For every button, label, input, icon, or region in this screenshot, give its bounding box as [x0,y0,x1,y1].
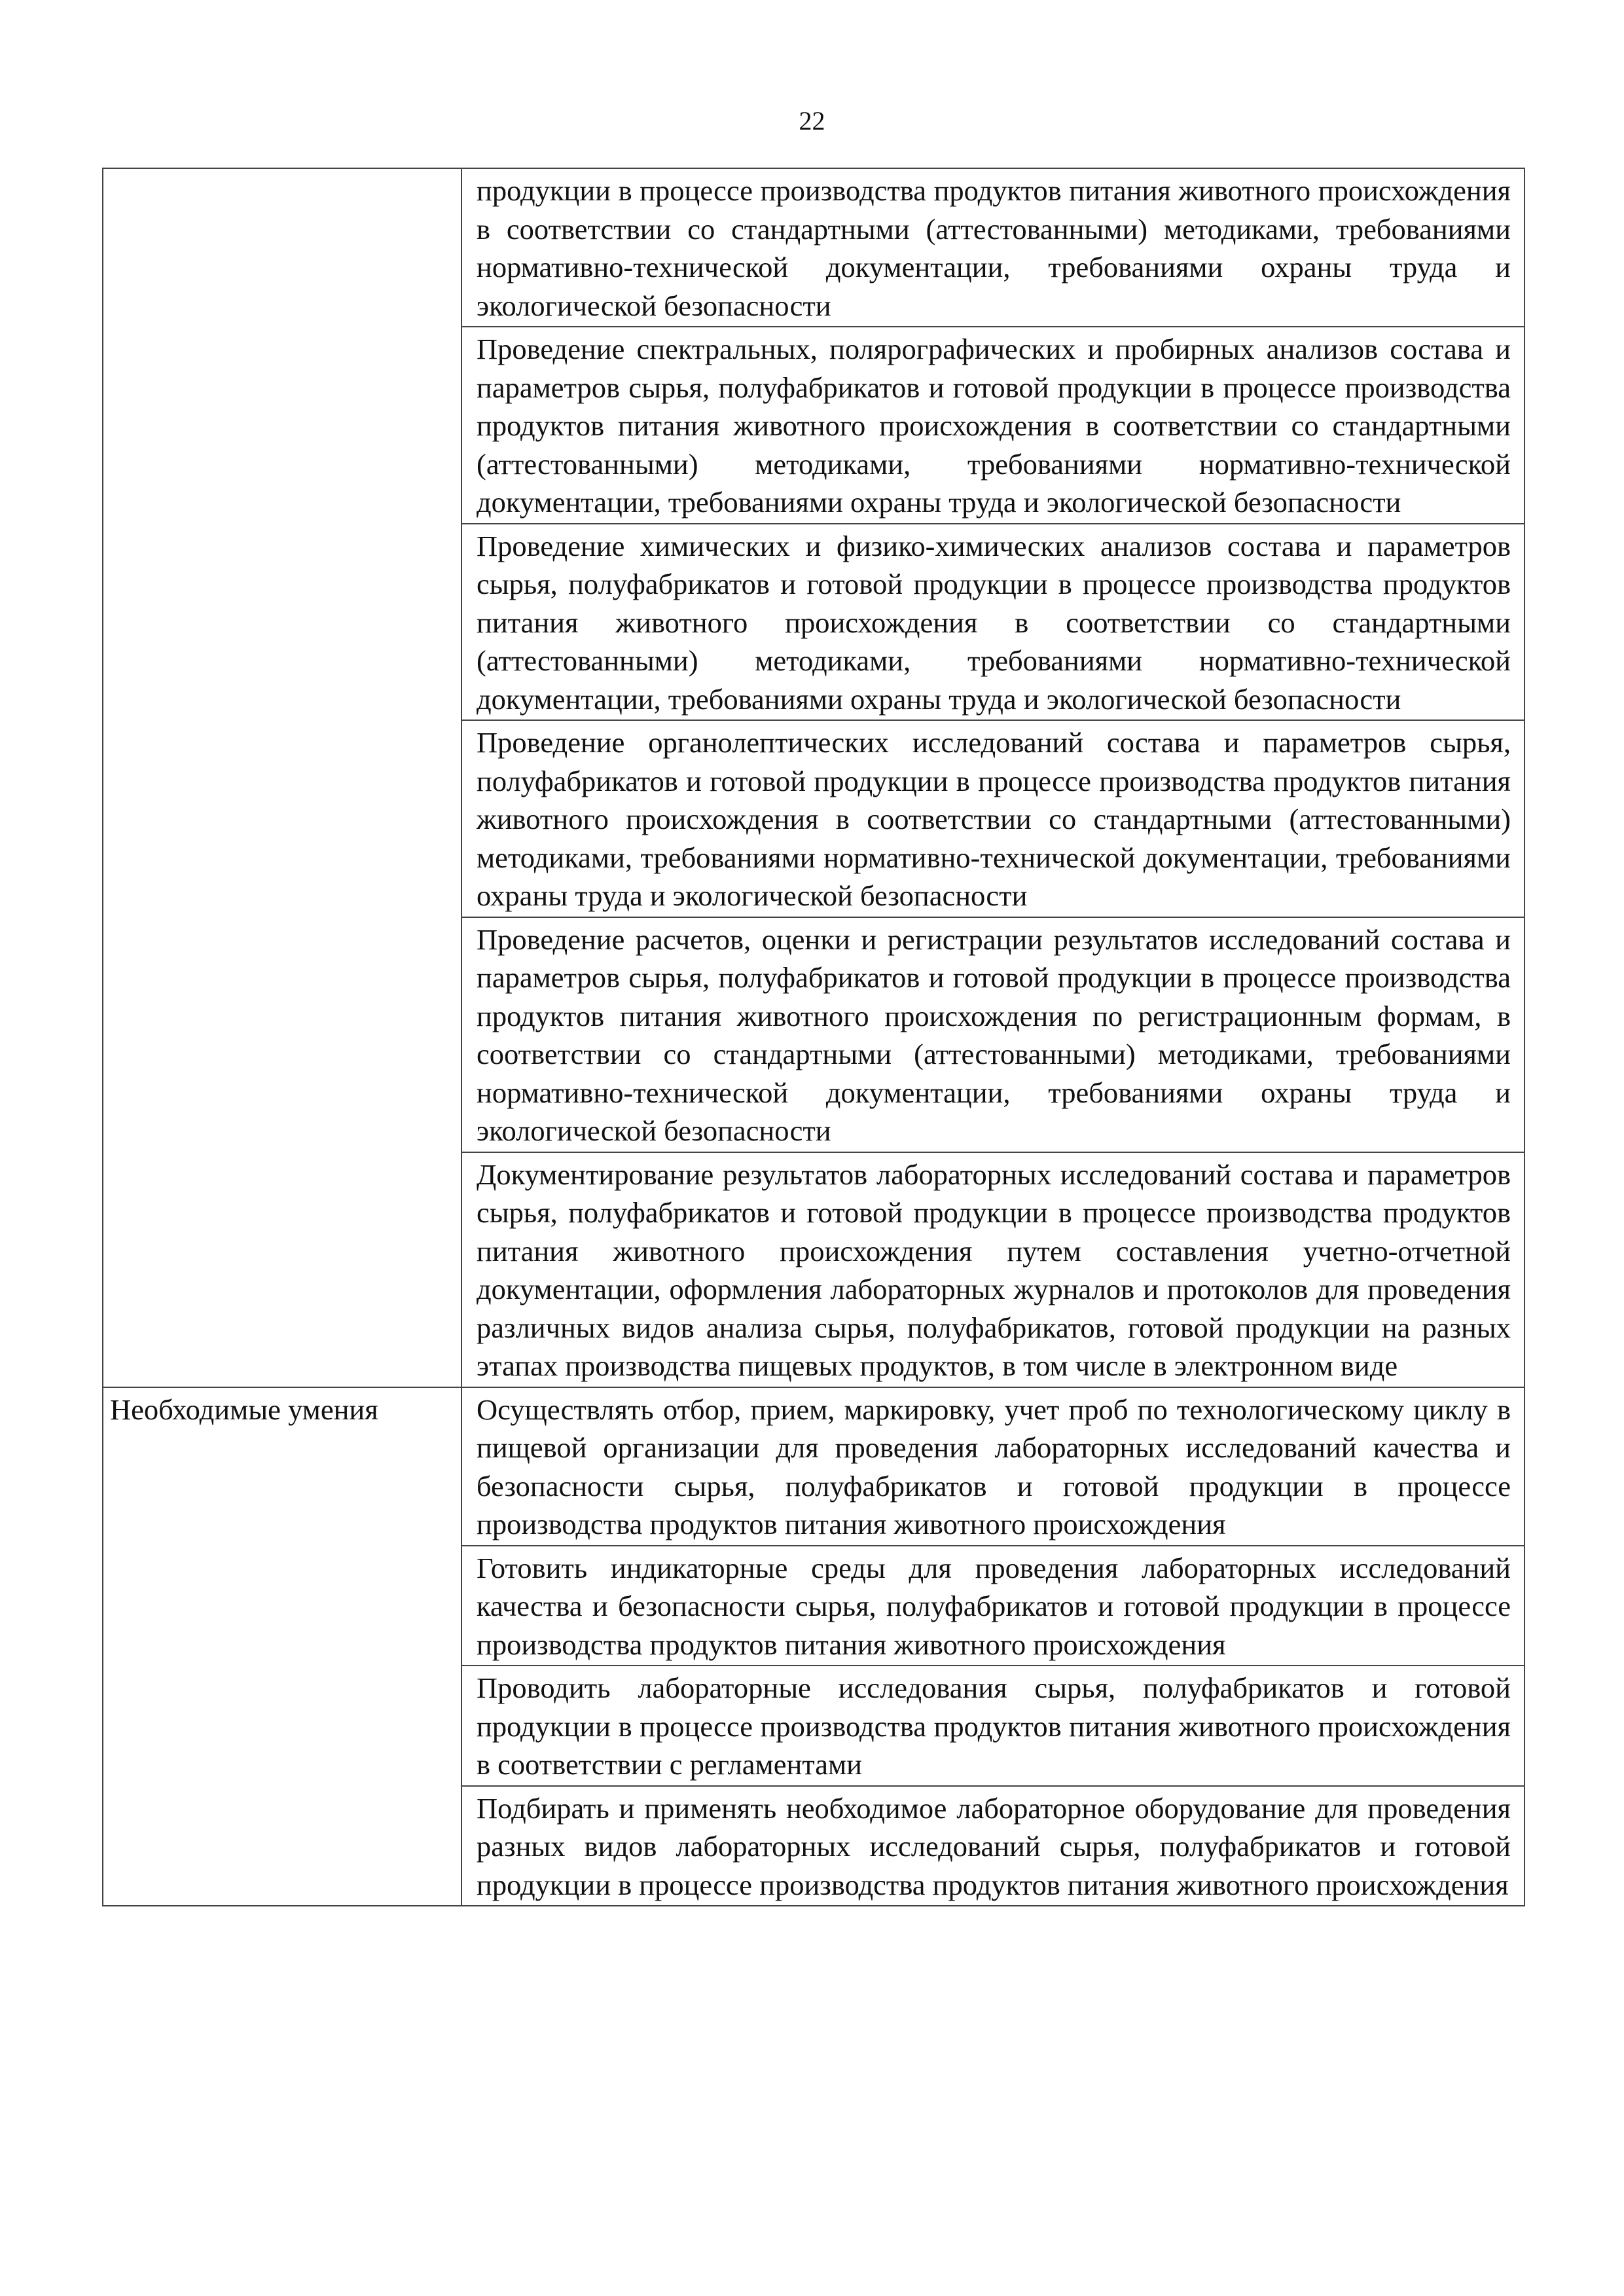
table-cell: Проведение химических и физико-химических анализов состава и параметров сырья, полуфабрикатов и готовой продукции в процессе производства продуктов питания животного происхождения в соответствии со стандартными (аттестованными) методиками, требованиями нормативно-технической документации, требованиями охраны труда и экологической безопасности [461,524,1525,721]
table-cell: Подбирать и применять необходимое лабораторное оборудование для проведения разных видов лабораторных исследований сырья, полуфабрикатов и готовой продукции в процессе производства продуктов питания животного происхождения [461,1786,1525,1906]
table-cell: Проведение расчетов, оценки и регистрации результатов исследований состава и параметров сырья, полуфабрикатов и готовой продукции в процессе производства продуктов питания животного происхождения по регистрационным формам, в соответствии со стандартными (аттестованными) методиками, требованиями нормативно-технической документации, требованиями охраны труда и экологической безопасности [461,917,1525,1152]
table-row [103,1387,1525,1546]
page-number: 22 [799,106,825,136]
table-cell: Проведение спектральных, полярографических и пробирных анализов состава и параметров сырья, полуфабрикатов и готовой продукции в процессе производства продуктов питания животного происхождения в соответствии со стандартными (аттестованными) методиками, требованиями нормативно-технической документации, требованиями охраны труда и экологической безопасности [461,327,1525,524]
table-row [103,168,1525,327]
row-label-cell [103,168,461,1387]
row-label-skills: Необходимые умения [103,1387,461,1906]
table-cell: Осуществлять отбор, прием, маркировку, учет проб по технологическому циклу в пищевой организации для проведения лабораторных исследований качества и безопасности сырья, полуфабрикатов и готовой продукции в процессе производства продуктов питания животного происхождения [461,1387,1525,1546]
table-cell: Документирование результатов лабораторных исследований состава и параметров сырья, полуфабрикатов и готовой продукции в процессе производства продуктов питания животного происхождения путем составления учетно-отчетной документации, оформления лабораторных журналов и протоколов для проведения различных видов анализа сырья, полуфабрикатов, готовой продукции на разных этапах производства пищевых продуктов, в том числе в электронном виде [461,1152,1525,1387]
table-cell: Проводить лабораторные исследования сырья, полуфабрикатов и готовой продукции в процессе производства продуктов питания животного происхождения в соответствии с регламентами [461,1666,1525,1786]
table-cell: Готовить индикаторные среды для проведения лабораторных исследований качества и безопасности сырья, полуфабрикатов и готовой продукции в процессе производства продуктов питания животного происхождения [461,1546,1525,1666]
table-cell: Проведение органолептических исследований состава и параметров сырья, полуфабрикатов и готовой продукции в процессе производства продуктов питания животного происхождения в соответствии со стандартными (аттестованными) методиками, требованиями нормативно-технической документации, требованиями охраны труда и экологической безопасности [461,720,1525,917]
table-cell: продукции в процессе производства продуктов питания животного происхождения в соответствии со стандартными (аттестованными) методиками, требованиями нормативно-технической документации, требованиями охраны труда и экологической безопасности [461,168,1525,327]
requirements-table [102,168,1525,1906]
